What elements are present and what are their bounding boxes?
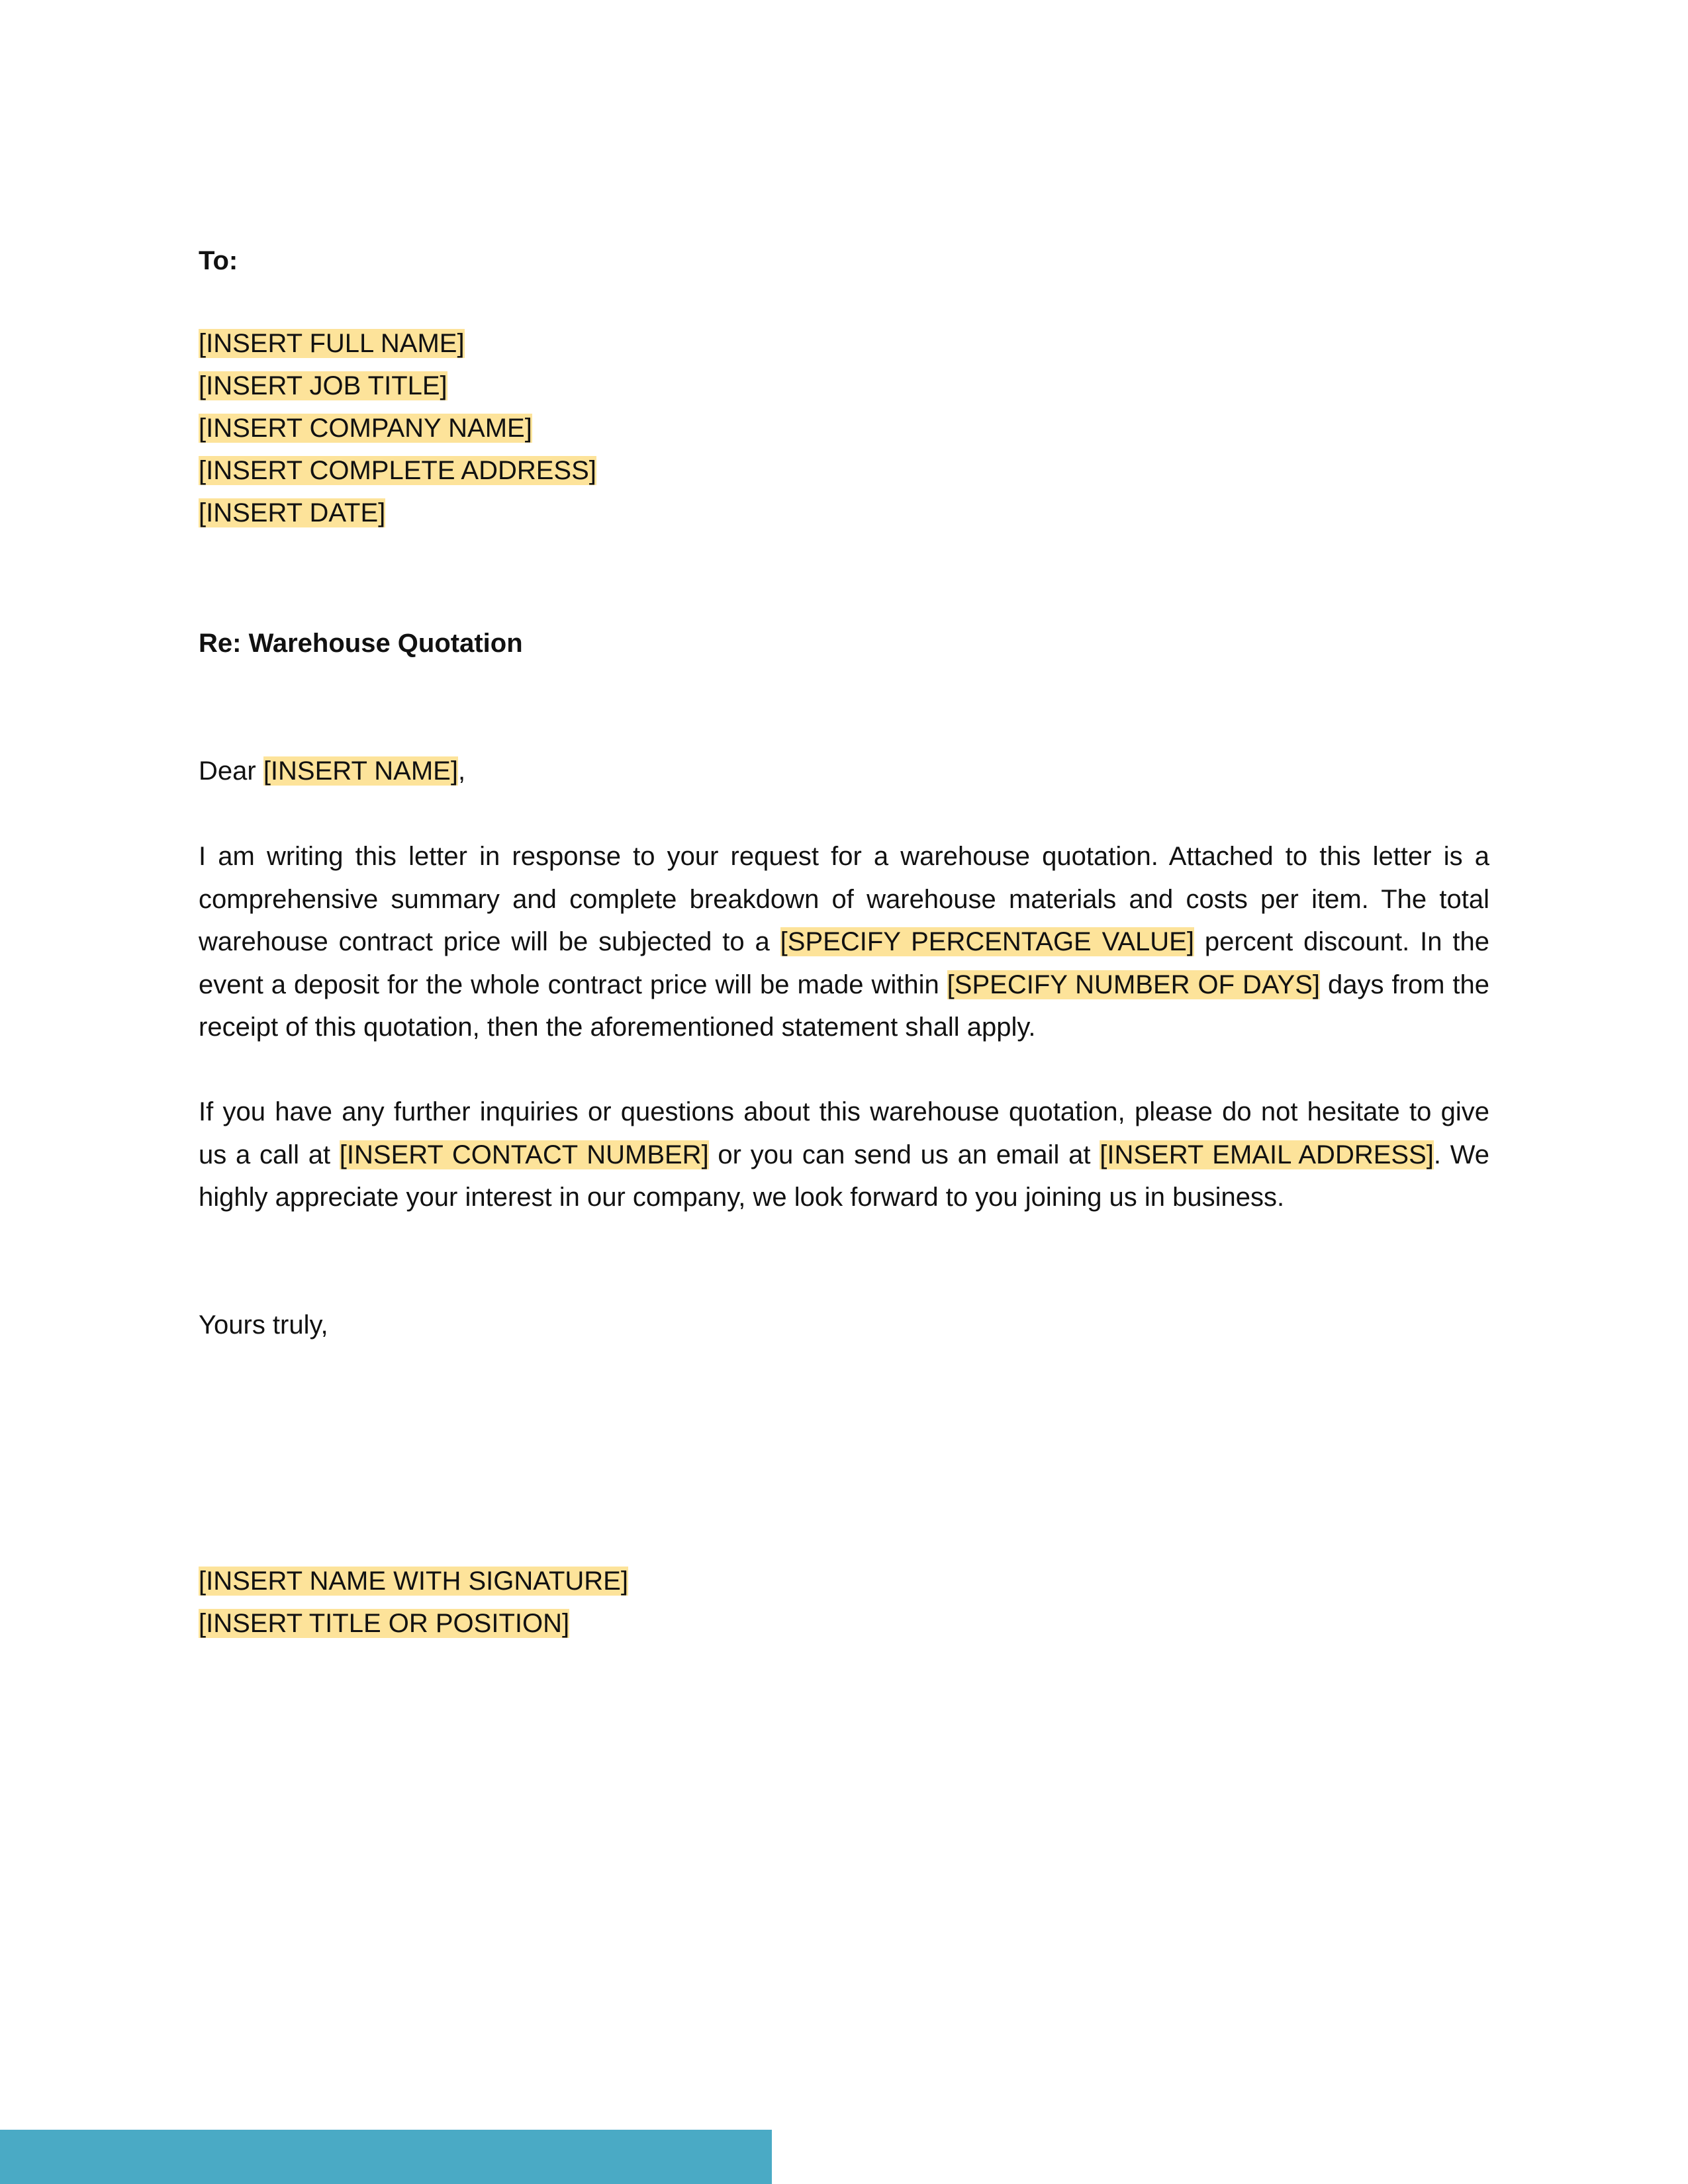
- signature-title: [199, 1602, 569, 1645]
- paragraph-1: [199, 835, 1489, 1049]
- salutation-suffix: ,: [457, 756, 466, 786]
- subject-line: Re: Warehouse Quotation: [199, 629, 523, 658]
- placeholder-company-name: [INSERT COMPANY NAME]: [199, 414, 532, 443]
- placeholder-salutation-name: [INSERT NAME]: [263, 756, 458, 786]
- paragraph-2-text-2: or you can send us an email at: [708, 1140, 1100, 1169]
- paragraph-2-text-1: If you have any further inquiries or questions about this warehouse quotation, please do not hesitate to give us a call at: [199, 1097, 1489, 1169]
- placeholder-full-name: [INSERT FULL NAME]: [199, 329, 465, 358]
- placeholder-days: [SPECIFY NUMBER OF DAYS]: [947, 970, 1321, 999]
- recipient-company-name: [199, 407, 532, 449]
- placeholder-signature-title: [INSERT TITLE OR POSITION]: [199, 1609, 570, 1638]
- to-label: To:: [199, 246, 238, 275]
- paragraph-1-text-3: days from the receipt of this quotation, then the aforementioned statement shall apply.: [199, 970, 1490, 1042]
- footer-accent-bar: [0, 2130, 772, 2184]
- paragraph-2: [199, 1091, 1489, 1219]
- paragraph-1-text-2: percent discount. In the event a deposit for the whole contract price will be made within: [199, 927, 1489, 999]
- signature-name: [199, 1560, 628, 1602]
- recipient-full-name: [199, 322, 465, 365]
- placeholder-signature-name: [INSERT NAME WITH SIGNATURE]: [199, 1567, 628, 1596]
- recipient-date: [199, 492, 385, 534]
- placeholder-contact-number: [INSERT CONTACT NUMBER]: [339, 1140, 709, 1169]
- recipient-job-title: [199, 365, 447, 407]
- placeholder-date: [INSERT DATE]: [199, 498, 386, 527]
- salutation: [199, 750, 465, 792]
- placeholder-percentage: [SPECIFY PERCENTAGE VALUE]: [780, 927, 1194, 956]
- paragraph-2-text-3: . We highly appreciate your interest in our company, we look forward to you joining us in business.: [199, 1140, 1489, 1212]
- recipient-address: [199, 449, 596, 492]
- placeholder-address: [INSERT COMPLETE ADDRESS]: [199, 456, 596, 485]
- salutation-prefix: Dear: [199, 756, 263, 786]
- closing: Yours truly,: [199, 1310, 328, 1340]
- placeholder-email: [INSERT EMAIL ADDRESS]: [1100, 1140, 1434, 1169]
- placeholder-job-title: [INSERT JOB TITLE]: [199, 371, 447, 400]
- paragraph-1-text-1: I am writing this letter in response to your request for a warehouse quotation. Attached to this letter is a comprehensive summary and complete breakdown of warehouse materials and costs per item. The total warehouse contract price will be subjected to a: [199, 842, 1489, 956]
